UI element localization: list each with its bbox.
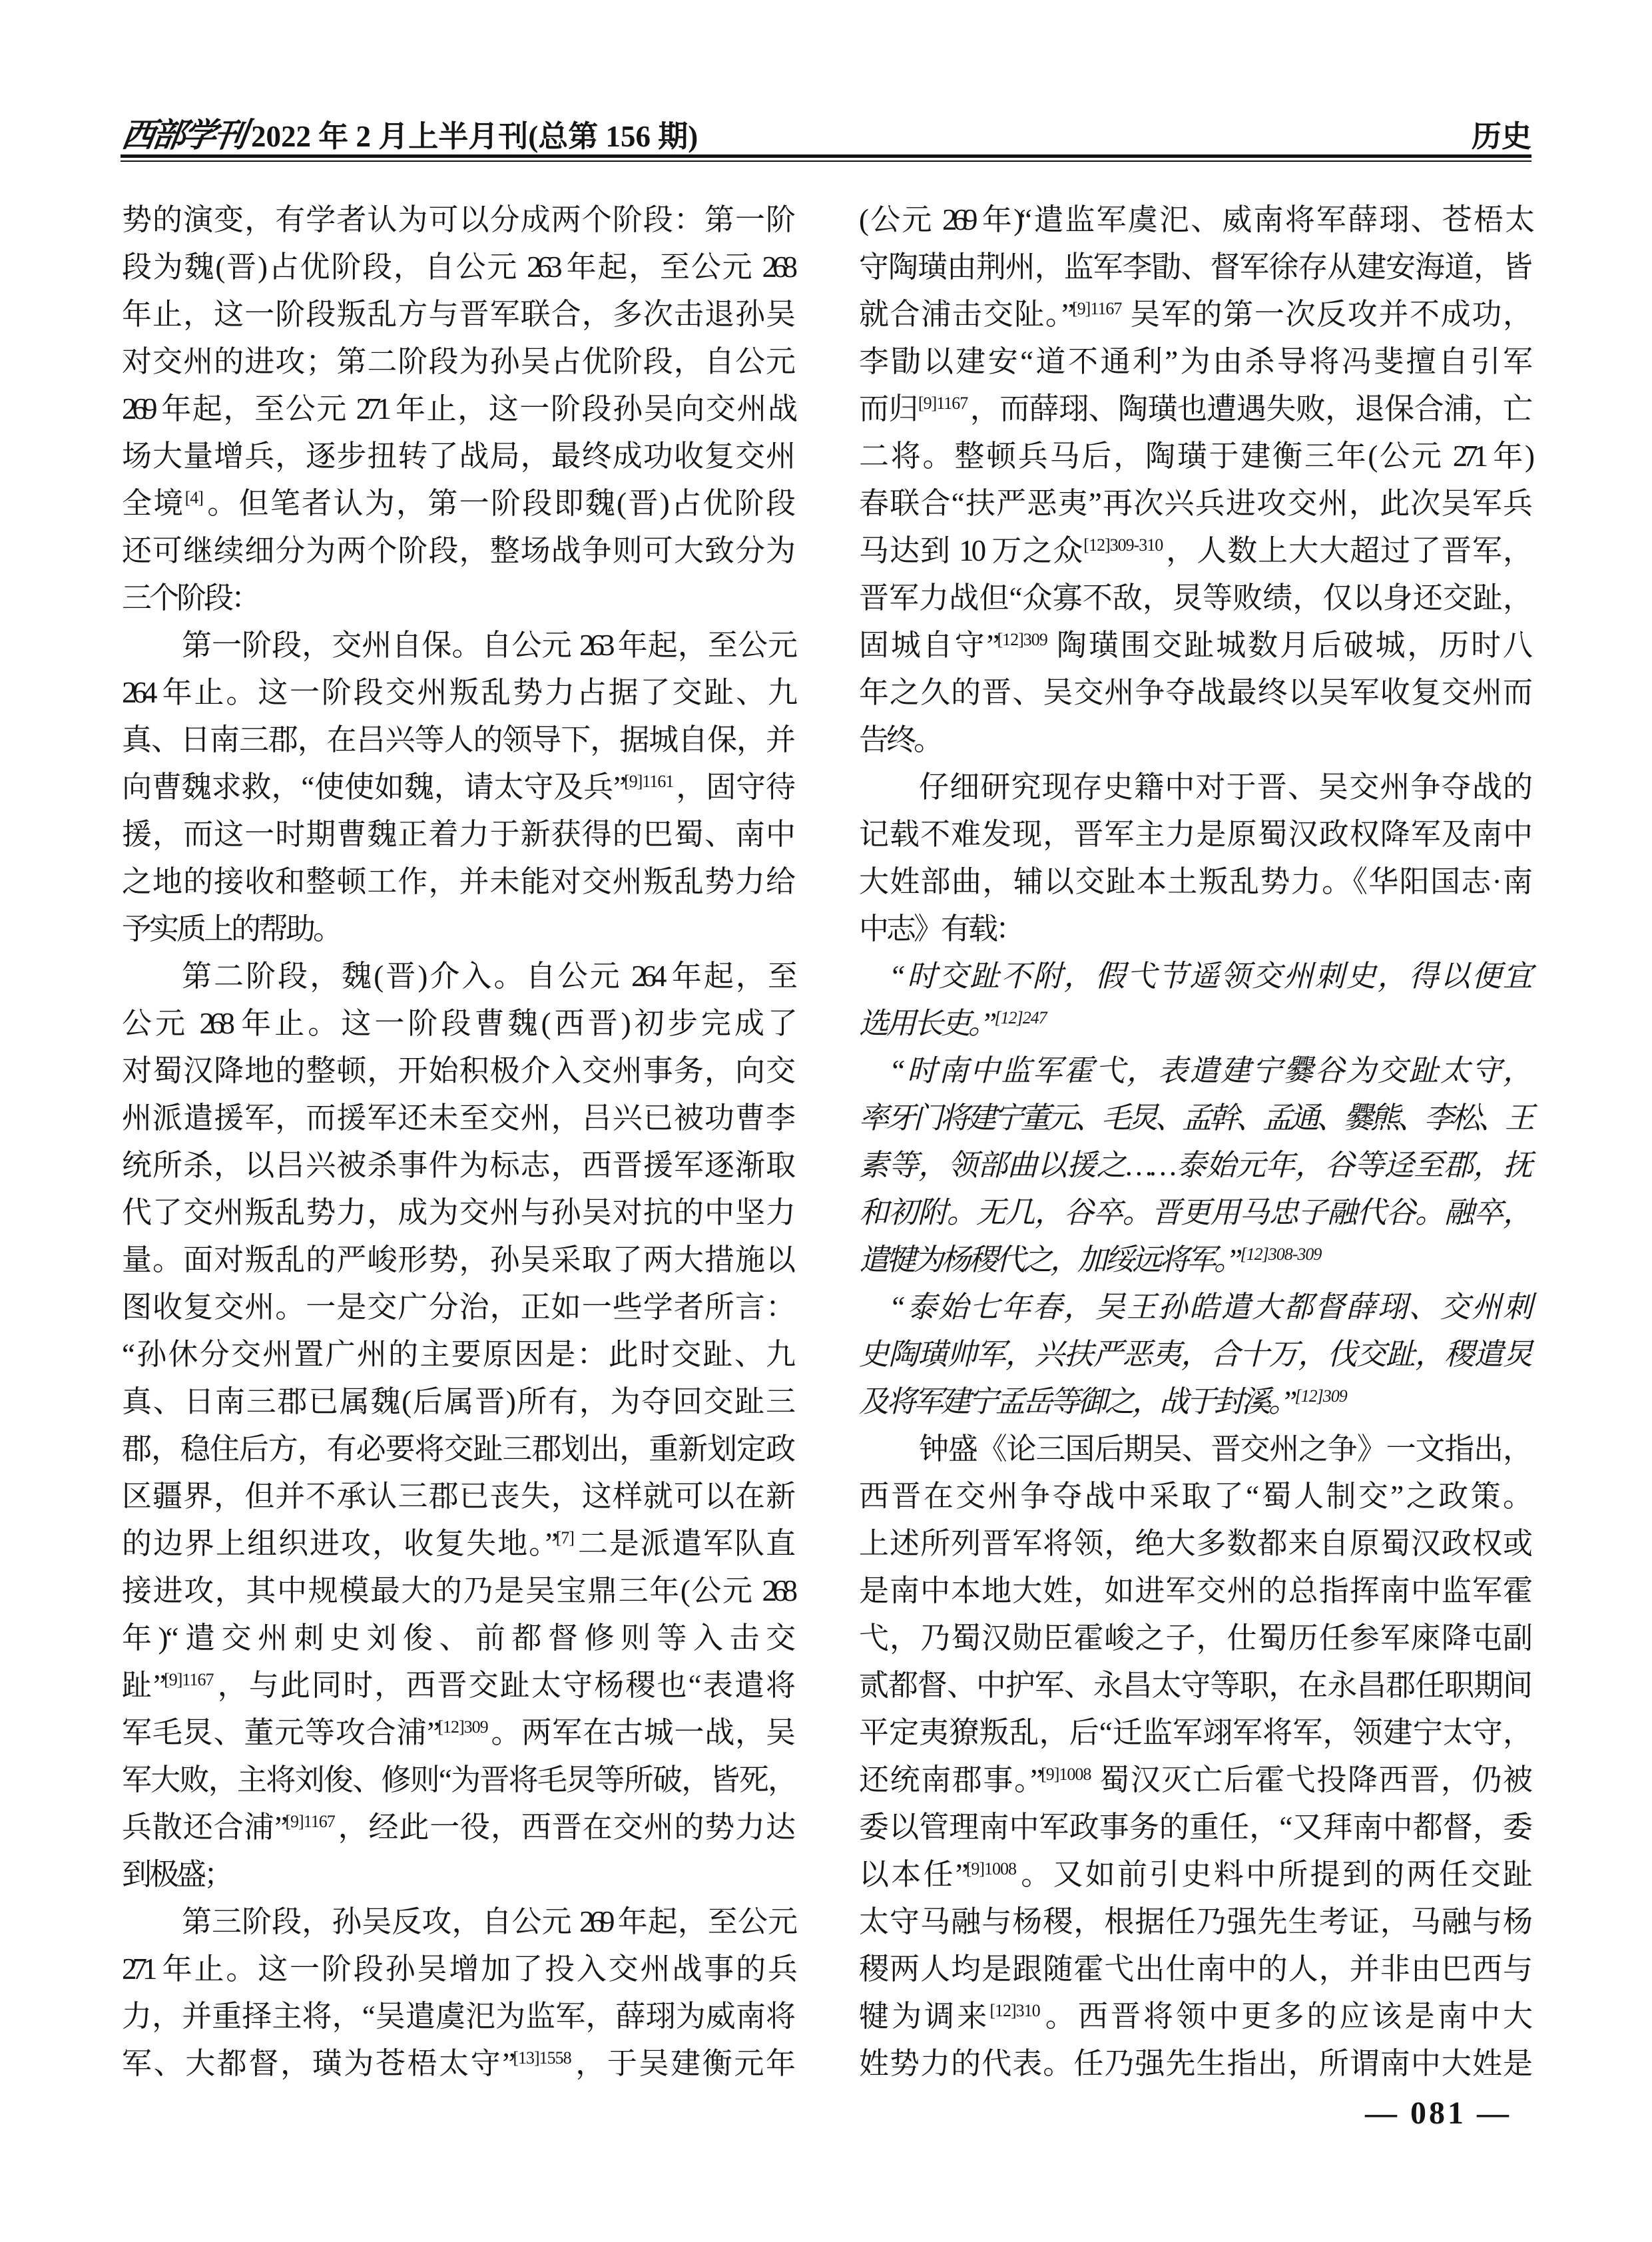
text-segment: 蜀汉灭亡后霍弋投降西晋，仍被 (1091, 1763, 1530, 1797)
text-segment: “时交趾不附，假弋节遥领交州刺史，得以便宜 (889, 960, 1530, 993)
text-segment: 马达到 10 万之众 (859, 534, 1084, 567)
text-segment: 平定夷獠叛乱，后“迁监军翊军将军，领建宁太守， (859, 1716, 1530, 1749)
text-segment: 以本任” (859, 1858, 966, 1891)
text-segment: 稷两人均是跟随霍弋出仕南中的人，并非由巴西与 (859, 1952, 1530, 1986)
text-segment: ，人数上大大超过了晋军， (1163, 534, 1530, 567)
text-segment: 真、日南三郡已属魏(后属晋)所有，为夺回交趾三 (122, 1385, 793, 1418)
text-segment: 到极盛； (122, 1858, 232, 1891)
header-left-group (119, 117, 698, 154)
text-line (122, 291, 793, 338)
page-header (119, 111, 1531, 154)
citation-superscript: [12]309 (1294, 1386, 1347, 1406)
text-line (859, 1189, 1530, 1237)
text-segment: 年之久的晋、吴交州争夺战最终以吴军收复交州而 (859, 676, 1530, 709)
text-segment: 而归 (859, 392, 918, 425)
text-segment: 图收复交州。一是交广分治，正如一些学者所言： (122, 1290, 793, 1324)
text-line (859, 1284, 1530, 1331)
citation-superscript: [9]1167 (285, 1812, 335, 1831)
text-segment: 仔细研究现存史籍中对于晋、吴交州争夺战的 (919, 770, 1530, 804)
text-segment: 和初附。无几，谷卒。晋更用马忠子融代谷。融卒， (859, 1196, 1530, 1229)
text-segment: 素等，领部曲以援之……泰始元年，谷等迳至郡，抚 (859, 1149, 1530, 1182)
text-segment: 西晋在交州争夺战中采取了“蜀人制交”之政策。 (859, 1480, 1530, 1513)
text-line (122, 1426, 793, 1473)
text-segment: 。但笔者认为，第一阶段即魏(晋)占优阶段 (202, 487, 793, 520)
text-line (122, 1047, 793, 1095)
journal-issue-info: 2022 年 2 月上半月刊(总第 156 期) (251, 120, 698, 153)
text-line (122, 1567, 793, 1615)
text-segment: 第二阶段，魏(晋)介入。自公元 264 年起，至 (182, 960, 793, 993)
text-line (122, 527, 793, 575)
text-segment: 犍为调来 (859, 2000, 990, 2033)
text-line (859, 1851, 1530, 1898)
text-line (859, 575, 1530, 622)
text-segment: 大姓部曲，辅以交趾本土叛乱势力。《华阳国志·南 (859, 865, 1530, 898)
text-segment: 郡，稳住后方，有必要将交趾三郡划出，重新划定政 (122, 1432, 793, 1466)
text-segment: “时南中监军霍弋，表遣建宁爨谷为交趾太守， (889, 1054, 1530, 1087)
text-segment: 就合浦击交阯。” (859, 298, 1072, 331)
text-segment: 兵散还合浦” (122, 1811, 286, 1844)
text-line (859, 1804, 1530, 1851)
citation-superscript: [9]1167 (1072, 299, 1122, 318)
text-line (859, 1095, 1530, 1142)
text-segment: 趾” (122, 1669, 164, 1702)
text-line (122, 386, 793, 433)
text-segment: 的边界上组织进攻，收复失地。” (122, 1527, 556, 1560)
text-segment: 贰都督、中护军、永昌太守等职，在永昌郡任职期间 (859, 1669, 1530, 1702)
text-line (122, 1284, 793, 1331)
text-segment: 。又如前引史料中所提到的两任交趾 (1016, 1858, 1530, 1891)
text-segment: 力，并重择主将，“吴遣虞汜为监军，薛珝为威南将 (122, 2000, 793, 2033)
text-segment: 记载不难发现，晋军主力是原蜀汉政权降军及南中 (859, 818, 1530, 851)
text-segment: 钟盛《论三国后期吴、晋交州之争》一文指出， (919, 1432, 1530, 1466)
text-line (859, 1615, 1530, 1662)
text-line (122, 2040, 793, 2088)
text-line (122, 1095, 793, 1142)
text-segment: 中志》有载： (859, 912, 1023, 946)
text-segment: 率牙门将建宁董元、毛炅、孟幹、孟通、爨熊、李松、王 (859, 1101, 1530, 1135)
text-line (122, 196, 793, 244)
text-line (859, 1567, 1530, 1615)
text-segment: 。西晋将领中更多的应该是南中大 (1039, 2000, 1530, 2033)
text-line (122, 906, 793, 953)
text-line (859, 1946, 1530, 1993)
text-line (859, 811, 1530, 858)
text-segment: 州派遣援军，而援军还未至交州，吕兴已被功曹李 (122, 1101, 793, 1135)
text-line (122, 1520, 793, 1567)
text-segment: 及将军建宁孟岳等御之，战于封溪。” (859, 1385, 1295, 1418)
text-line (859, 858, 1530, 906)
text-segment: 军、大都督，璜为苍梧太守” (122, 2047, 513, 2080)
text-line (859, 1142, 1530, 1189)
text-segment: “泰始七年春，吴王孙皓遣大都督薛珝、交州刺 (889, 1290, 1530, 1324)
text-line (122, 622, 793, 669)
text-line (859, 1378, 1530, 1426)
text-line (122, 811, 793, 858)
section-label: 历史 (1471, 120, 1531, 153)
text-segment: 选用长吏。” (859, 1007, 995, 1040)
text-segment: 告终。 (859, 723, 942, 756)
text-segment: 弋，乃蜀汉勋臣霍峻之子，仕蜀历任参军庲降屯副 (859, 1621, 1530, 1655)
citation-superscript: [12]309 (997, 630, 1047, 649)
text-segment: 军毛炅、董元等攻合浦” (122, 1716, 438, 1749)
text-line (859, 1000, 1530, 1047)
text-line (122, 1757, 793, 1804)
header-rule (121, 154, 1531, 162)
text-segment: 军大败，主将刘俊、修则“为晋将毛炅等所破，皆死， (122, 1763, 793, 1797)
text-line (859, 1473, 1530, 1520)
text-segment: 史陶璜帅军，兴扶严恶夷，合十万，伐交趾，稷遣炅 (859, 1338, 1530, 1371)
text-segment: 269 年起，至公元 271 年止，这一阶段孙吴向交州战 (122, 392, 793, 425)
text-segment: 段为魏(晋)占优阶段，自公元 263 年起，至公元 268 (122, 250, 793, 284)
text-line (859, 291, 1530, 338)
text-segment: 陶璜围交趾城数月后破城，历时八 (1047, 629, 1530, 662)
text-segment: 年)“遣交州刺史刘俊、前都督修则等入击交 (122, 1621, 793, 1655)
text-segment: 守陶璜由荆州，监军李勖、督军徐存从建安海道，皆 (859, 250, 1530, 284)
text-segment: 第三阶段，孙吴反攻，自公元 269 年起，至公元 (182, 1905, 793, 1938)
text-line (122, 1662, 793, 1709)
text-segment: 三个阶段： (122, 581, 259, 615)
text-line (122, 1898, 793, 1946)
text-segment: 264 年止。这一阶段交州叛乱势力占据了交趾、九 (122, 676, 793, 709)
text-line (859, 1757, 1530, 1804)
text-line (122, 575, 793, 622)
text-segment: 对交州的进攻；第二阶段为孙吴占优阶段，自公元 (122, 345, 793, 378)
text-line (122, 1142, 793, 1189)
text-line (122, 244, 793, 291)
text-line (122, 669, 793, 716)
text-segment: 年止，这一阶段叛乱方与晋军联合，多次击退孙吴 (122, 298, 793, 331)
text-line (122, 953, 793, 1000)
text-segment: (公元 269 年)“遣监军虞汜、威南将军薛珝、苍梧太 (859, 203, 1530, 236)
text-line (122, 1946, 793, 1993)
text-segment: 全境 (122, 487, 185, 520)
page-number: — 081 — (1365, 2096, 1512, 2131)
text-line (122, 764, 793, 811)
text-line (859, 2040, 1530, 2088)
text-line (859, 1426, 1530, 1473)
citation-superscript: [9]1008 (965, 1859, 1017, 1878)
text-segment: ，与此同时，西晋交趾太守杨稷也“表遣将 (213, 1669, 793, 1702)
text-line (859, 1047, 1530, 1095)
text-segment: 接进攻，其中规模最大的乃是吴宝鼎三年(公元 268 (122, 1574, 793, 1607)
text-segment: 之地的接收和整顿工作，并未能对交州叛乱势力给 (122, 865, 793, 898)
text-line (859, 669, 1530, 716)
text-line (859, 906, 1530, 953)
text-line (122, 1237, 793, 1284)
citation-superscript: [12]310 (989, 2001, 1040, 2020)
text-segment: 上述所列晋军将领，绝大多数都来自原蜀汉政权或 (859, 1527, 1530, 1560)
page-footer (859, 2098, 1530, 2129)
text-segment: 真、日南三郡，在吕兴等人的领导下，据城自保，并 (122, 723, 793, 756)
citation-superscript: [9]1008 (1041, 1765, 1091, 1784)
text-segment: 第一阶段，交州自保。自公元 263 年起，至公元 (182, 629, 793, 662)
citation-superscript: [4] (184, 488, 203, 507)
text-segment: 区疆界，但并不承认三郡已丧失，这样就可以在新 (122, 1480, 793, 1513)
text-line (859, 196, 1530, 244)
text-segment: 援，而这一时期曹魏正着力于新获得的巴蜀、南中 (122, 818, 793, 851)
citation-superscript: [9]1167 (918, 394, 968, 413)
citation-superscript: [9]1167 (164, 1670, 214, 1689)
text-line (122, 1473, 793, 1520)
citation-superscript: [12]309 (437, 1717, 488, 1737)
text-line (122, 1851, 793, 1898)
text-line (122, 858, 793, 906)
text-segment: 春联合“扶严恶夷”再次兴兵进攻交州，此次吴军兵 (859, 487, 1530, 520)
text-segment: 271 年止。这一阶段孙吴增加了投入交州战事的兵 (122, 1952, 793, 1986)
text-segment: 公元 268 年止。这一阶段曹魏(西晋)初步完成了 (122, 1007, 793, 1040)
text-line (859, 1662, 1530, 1709)
text-segment: 李勖以建安“道不通利”为由杀导将冯斐擅自引军 (859, 345, 1530, 378)
text-line (859, 338, 1530, 386)
text-line (122, 1804, 793, 1851)
text-segment: 太守马融与杨稷，根据任乃强先生考证，马融与杨 (859, 1905, 1530, 1938)
citation-superscript: [13]1558 (513, 2048, 571, 2068)
text-line (859, 1898, 1530, 1946)
text-segment: 予实质上的帮助。 (122, 912, 341, 946)
citation-superscript: [9]1161 (624, 772, 674, 791)
text-line (859, 764, 1530, 811)
text-segment: “孙休分交州置广州的主要原因是：此时交趾、九 (122, 1338, 793, 1371)
text-line (859, 527, 1530, 575)
citation-superscript: [12]309-310 (1083, 535, 1163, 555)
text-line (859, 1993, 1530, 2040)
text-segment: 对蜀汉降地的整顿，开始积极介入交州事务，向交 (122, 1054, 793, 1087)
article-column-left (122, 196, 793, 2088)
text-segment: ，于吴建衡元年 (571, 2047, 793, 2080)
text-line (122, 1993, 793, 2040)
text-segment: 姓势力的代表。任乃强先生指出，所谓南中大姓是 (859, 2047, 1530, 2080)
text-segment: 势的演变，有学者认为可以分成两个阶段：第一阶 (122, 203, 793, 236)
journal-logo: 西部学刊 (119, 117, 247, 154)
text-segment: 还统南郡事。” (859, 1763, 1041, 1797)
text-line (122, 1615, 793, 1662)
text-line (859, 953, 1530, 1000)
text-line (859, 244, 1530, 291)
text-segment: 场大量增兵，逐步扭转了战局，最终成功收复交州 (122, 439, 793, 473)
text-line (122, 1709, 793, 1757)
text-segment: 固城自守” (859, 629, 997, 662)
text-segment: 量。面对叛乱的严峻形势，孙吴采取了两大措施以 (122, 1243, 793, 1276)
text-line (122, 716, 793, 764)
text-segment: 统所杀，以吕兴被杀事件为标志，西晋援军逐渐取 (122, 1149, 793, 1182)
text-line (859, 1237, 1530, 1284)
citation-superscript: [12]247 (994, 1008, 1047, 1027)
text-segment: 。两军在古城一战，吴 (487, 1716, 793, 1749)
text-line (859, 1520, 1530, 1567)
text-line (859, 716, 1530, 764)
text-line (859, 386, 1530, 433)
text-line (859, 1709, 1530, 1757)
text-line (859, 622, 1530, 669)
citation-superscript: [12]308-309 (1240, 1245, 1322, 1264)
text-segment: 是南中本地大姓，如进军交州的总指挥南中监军霍 (859, 1574, 1530, 1607)
article-column-right (859, 196, 1530, 2088)
text-segment: 遣犍为杨稷代之，加绥远将军。” (859, 1243, 1240, 1276)
text-line (122, 433, 793, 480)
text-line (122, 1378, 793, 1426)
text-line (859, 480, 1530, 527)
text-line (122, 338, 793, 386)
text-segment: ，而薛珝、陶璜也遭遇失败，退保合浦，亡 (967, 392, 1530, 425)
text-segment: 代了交州叛乱势力，成为交州与孙吴对抗的中坚力 (122, 1196, 793, 1229)
text-line (122, 1189, 793, 1237)
text-segment: 委以管理南中军政事务的重任，“又拜南中都督，委 (859, 1811, 1530, 1844)
text-segment: ，经此一役，西晋在交州的势力达 (334, 1811, 793, 1844)
text-line (122, 480, 793, 527)
text-line (859, 433, 1530, 480)
text-line (122, 1000, 793, 1047)
citation-superscript: [7] (555, 1528, 574, 1547)
text-segment: 二是派遣军队直 (573, 1527, 793, 1560)
text-segment: 吴军的第一次反攻并不成功， (1121, 298, 1530, 331)
text-line (859, 1331, 1530, 1378)
text-segment: 向曹魏求救，“使使如魏，请太守及兵” (122, 770, 625, 804)
text-segment: 还可继续细分为两个阶段，整场战争则可大致分为 (122, 534, 793, 567)
text-segment: 二将。整顿兵马后，陶璜于建衡三年(公元 271 年) (859, 439, 1530, 473)
text-line (122, 1331, 793, 1378)
text-segment: ，固守待 (673, 770, 793, 804)
text-segment: 晋军力战但“众寡不敌，炅等败绩，仅以身还交趾， (859, 581, 1530, 615)
